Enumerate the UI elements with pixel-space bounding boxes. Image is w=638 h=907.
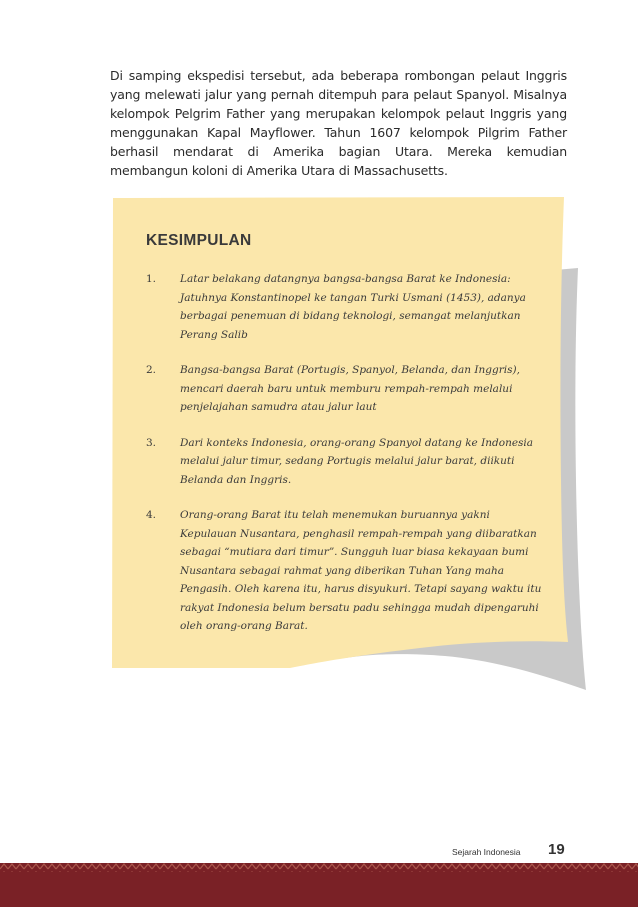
conclusion-item <box>146 434 546 490</box>
footer-decorative-band <box>0 863 638 907</box>
item-text: Orang-orang Barat itu telah menemukan buruannya yakni Kepulauan Nusantara, penghasil rempah-rempah yang diibaratkan sebagai “mutiara dari timur”. Sungguh luar biasa kekayaan bumi Nusantara sebagai rahmat yang diberikan Tuhan Yang maha Pengasih. Oleh karena itu, harus disyukuri. Tetapi sayang waktu itu rakyat Indonesia belum bersatu padu sehingga mudah dipengaruhi oleh orang-orang Barat. <box>180 509 542 632</box>
item-number: 4. <box>146 509 157 521</box>
item-number: 2. <box>146 364 157 376</box>
item-text: Bangsa-bangsa Barat (Portugis, Spanyol, Belanda, dan Inggris), mencari daerah baru untuk memburu rempah-rempah melalui penjelajahan samudra atau jalur laut <box>180 364 520 413</box>
item-number: 3. <box>146 436 157 449</box>
footer-band-pattern <box>0 863 638 872</box>
conclusion-item <box>146 361 546 417</box>
footer-book-title: Sejarah Indonesia <box>452 847 521 857</box>
conclusion-item <box>146 270 546 344</box>
conclusion-list <box>146 270 546 636</box>
item-text: Latar belakang datangnya bangsa-bangsa Barat ke Indonesia: Jatuhnya Konstantinopel ke tangan Turki Usmani (1453), adanya berbagai penemuan di bidang teknologi, semangat melanjutkan Perang Salib <box>180 273 526 341</box>
conclusion-item <box>146 506 546 636</box>
page-number: 19 <box>548 841 565 858</box>
intro-paragraph: Di samping ekspedisi tersebut, ada beberapa rombongan pelaut Inggris yang melewati jalur yang pernah ditempuh para pelaut Spanyol. Misalnya kelompok Pelgrim Father yang merupakan kelompok pelaut Inggris yang menggunakan Kapal Mayflower. Tahun 1607 kelompok Pilgrim Father berhasil mendarat di Amerika bagian Utara. Mereka kemudian membangun koloni di Amerika Utara di Massachusetts. <box>110 68 567 178</box>
item-text: Dari konteks Indonesia, orang-orang Spanyol datang ke Indonesia melalui jalur timur, sedang Portugis melalui jalur barat, diikuti Belanda dan Inggris. <box>180 436 534 486</box>
conclusion-title: KESIMPULAN <box>146 232 252 249</box>
item-number: 1. <box>146 273 157 285</box>
